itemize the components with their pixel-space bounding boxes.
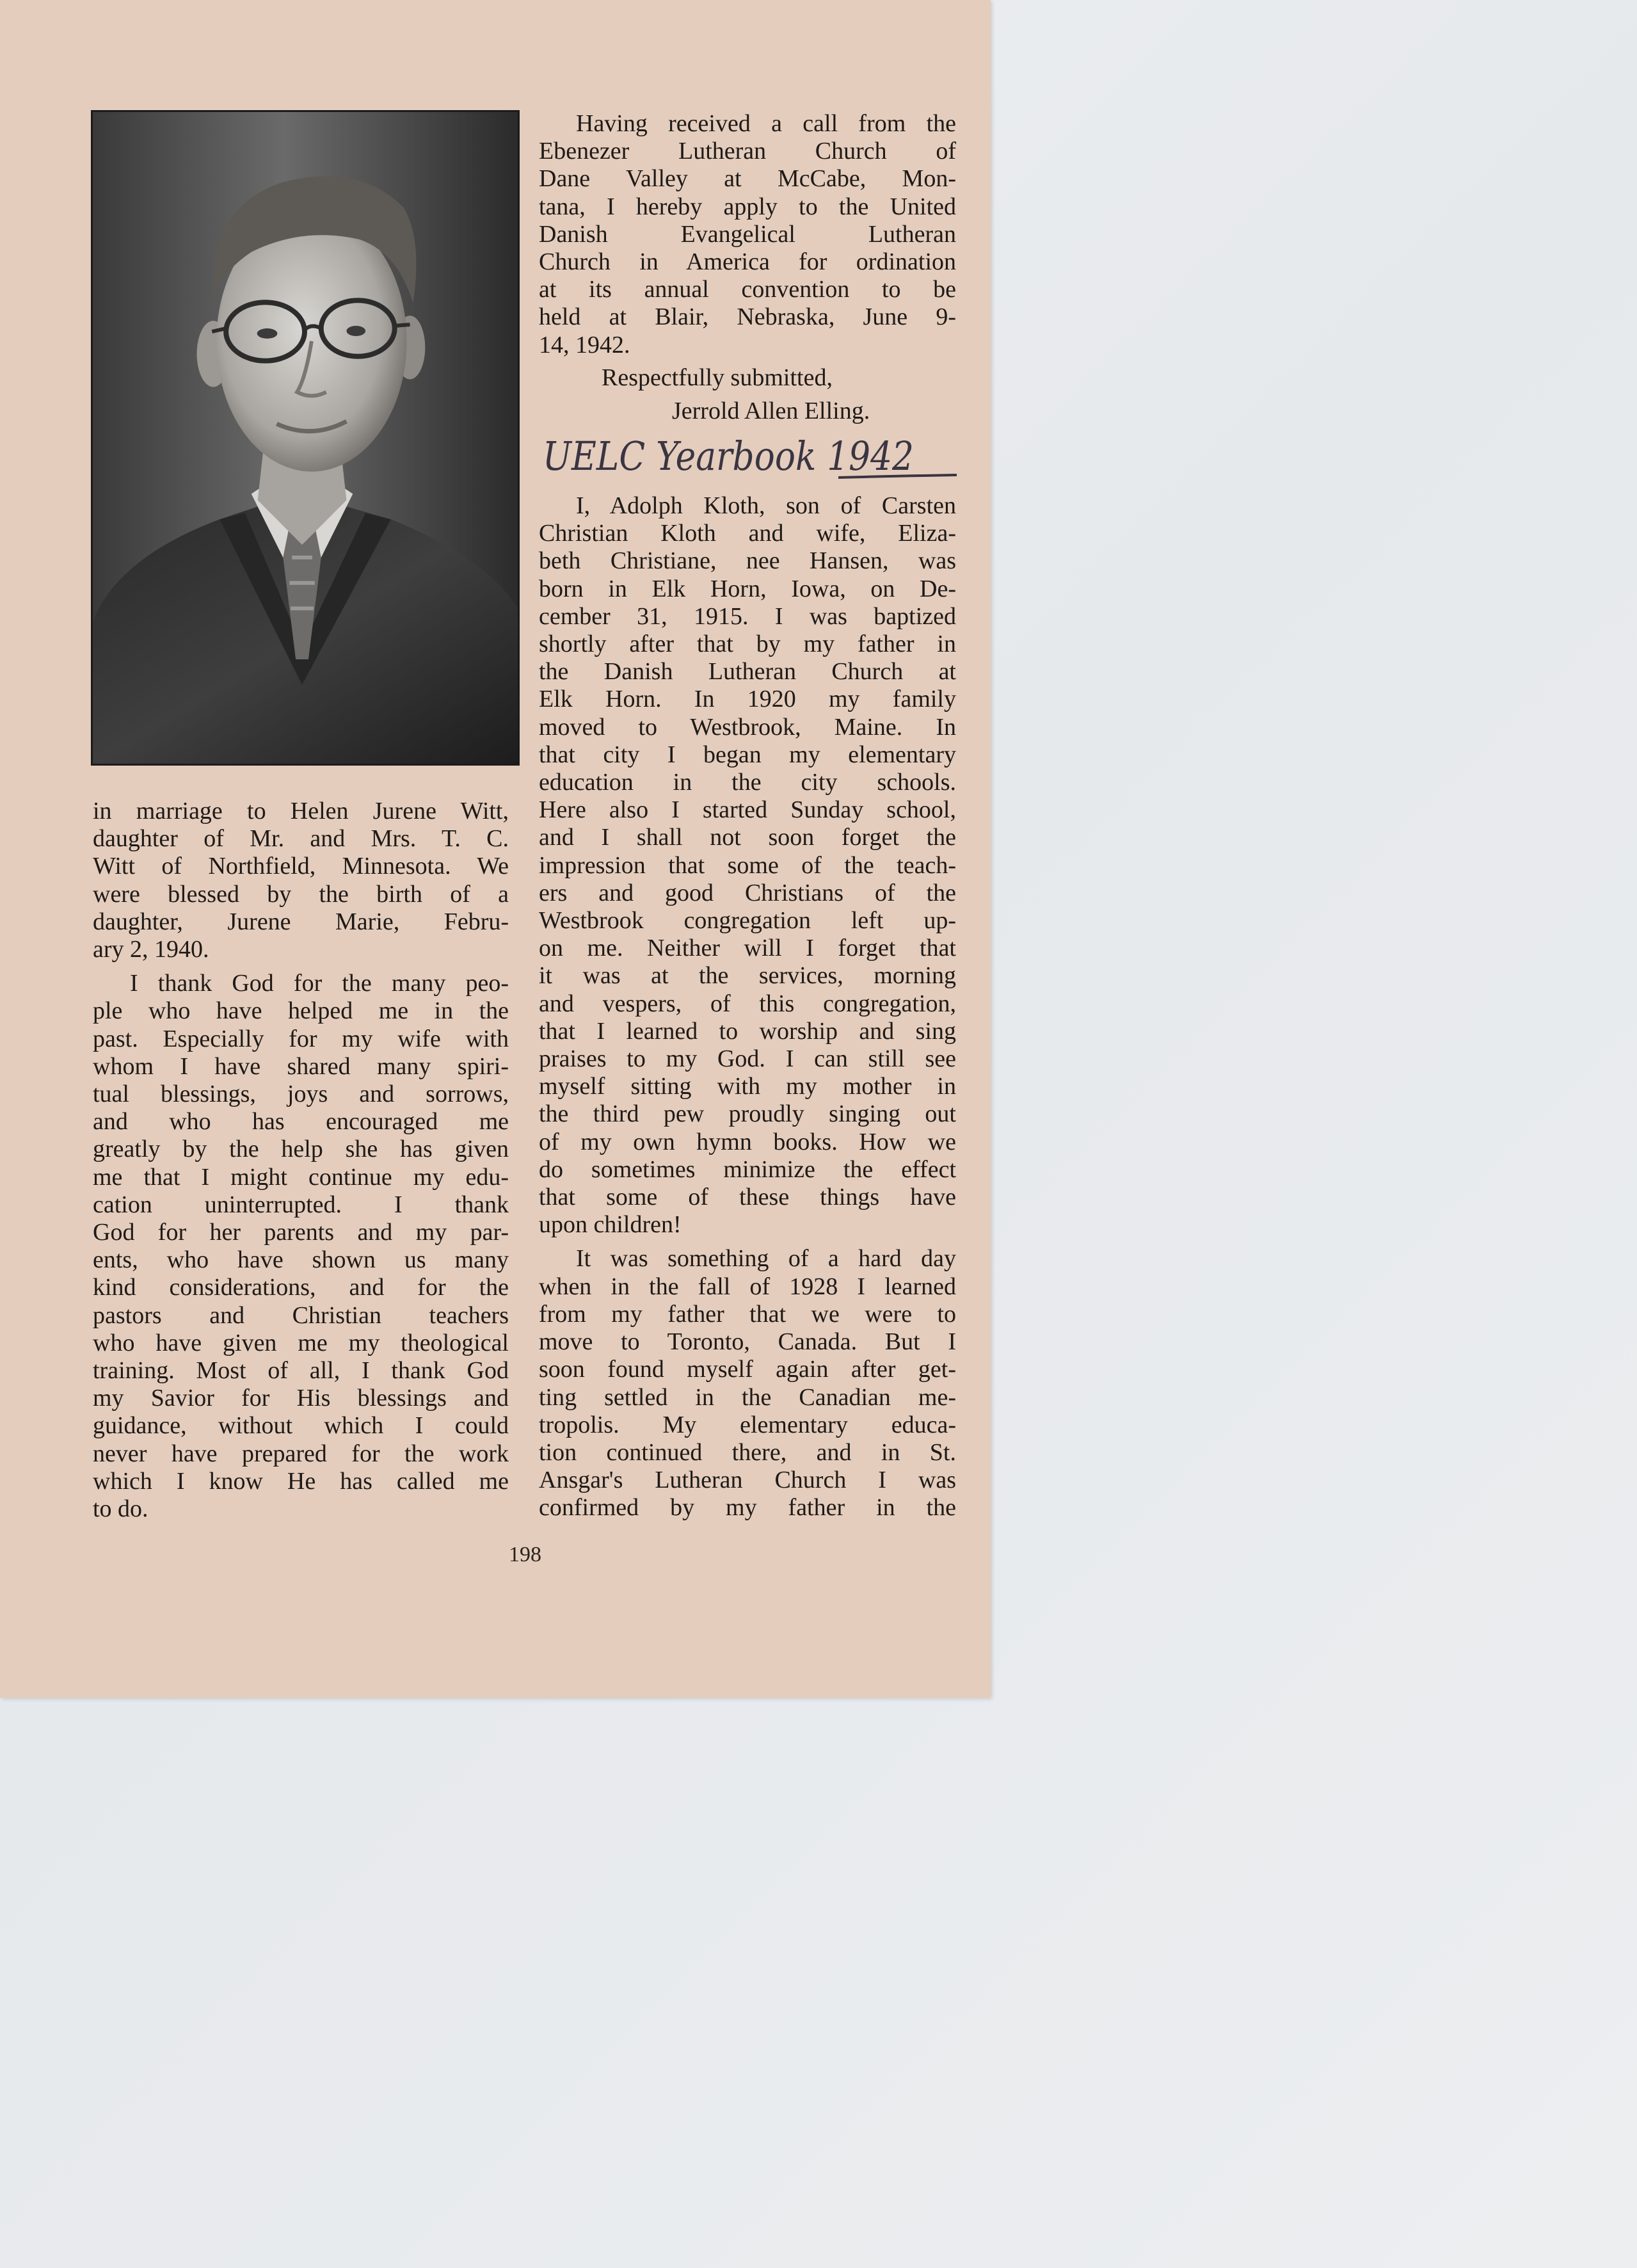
text-line: Church in America for ordination bbox=[539, 248, 956, 276]
text-line: 14, 1942. bbox=[539, 331, 630, 358]
text-line: greatly by the help she has given bbox=[93, 1136, 509, 1163]
text-line: Ansgar's Lutheran Church I was bbox=[539, 1467, 956, 1494]
text-line: Having received a call from the bbox=[576, 110, 956, 137]
text-line: ents, who have shown us many bbox=[93, 1246, 509, 1274]
handwritten-note-svg bbox=[538, 430, 960, 488]
text-line: moved to Westbrook, Maine. In bbox=[539, 713, 956, 741]
text-line: at its annual convention to be bbox=[539, 276, 956, 303]
text-line: that some of these things have bbox=[539, 1184, 956, 1211]
portrait-illustration bbox=[93, 112, 518, 764]
kloth-biography bbox=[539, 492, 956, 1522]
text-line: tana, I hereby apply to the United bbox=[539, 193, 956, 220]
signature-name: Jerrold Allen Elling. bbox=[672, 398, 870, 424]
text-line: it was at the services, morning bbox=[539, 962, 956, 990]
text-line: praises to my God. I can still see bbox=[539, 1045, 956, 1073]
text-line: Danish Evangelical Lutheran bbox=[539, 220, 956, 248]
text-line: Westbrook congregation left up- bbox=[539, 907, 956, 935]
text-line: shortly after that by my father in bbox=[539, 631, 956, 658]
text-line: Here also I started Sunday school, bbox=[539, 796, 956, 824]
text-line: impression that some of the teach- bbox=[539, 851, 956, 879]
text-line: ary 2, 1940. bbox=[93, 936, 209, 963]
text-line: soon found myself again after get- bbox=[539, 1356, 956, 1383]
text-line: God for her parents and my par- bbox=[93, 1219, 509, 1246]
text-line: and I shall not soon forget the bbox=[539, 824, 956, 851]
text-line: when in the fall of 1928 I learned bbox=[539, 1273, 956, 1300]
text-line: past. Especially for my wife with bbox=[93, 1025, 509, 1052]
text-line: to do. bbox=[93, 1495, 148, 1523]
text-line: ers and good Christians of the bbox=[539, 879, 956, 906]
closing-phrase: Respectfully submitted, bbox=[602, 364, 833, 391]
text-line: held at Blair, Nebraska, June 9- bbox=[539, 303, 956, 331]
elling-biography-continuation bbox=[93, 798, 509, 1523]
text-line: myself sitting with my mother in bbox=[539, 1073, 956, 1100]
text-line: Christian Kloth and wife, Eliza- bbox=[539, 520, 956, 547]
text-line: upon children! bbox=[539, 1211, 682, 1239]
text-line: education in the city schools. bbox=[539, 769, 956, 796]
text-line: who have given me my theological bbox=[93, 1329, 509, 1356]
text-line: I, Adolph Kloth, son of Carsten bbox=[576, 492, 956, 519]
text-line: It was something of a hard day bbox=[576, 1245, 956, 1273]
text-line: pastors and Christian teachers bbox=[93, 1301, 509, 1329]
text-line: born in Elk Horn, Iowa, on De- bbox=[539, 575, 956, 602]
text-line: daughter of Mr. and Mrs. T. C. bbox=[93, 825, 509, 853]
text-line: that I learned to worship and sing bbox=[539, 1017, 956, 1045]
text-line: on me. Neither will I forget that bbox=[539, 935, 956, 962]
text-line: kind considerations, and for the bbox=[93, 1274, 509, 1301]
portrait-photo bbox=[91, 110, 520, 766]
text-line: do sometimes minimize the effect bbox=[539, 1155, 956, 1183]
handwritten-annotation bbox=[538, 430, 960, 488]
text-line: in marriage to Helen Jurene Witt, bbox=[93, 798, 509, 824]
text-line: and who has encouraged me bbox=[93, 1108, 509, 1136]
text-line: me that I might continue my edu- bbox=[93, 1163, 509, 1191]
text-line: of my own hymn books. How we bbox=[539, 1128, 956, 1155]
text-line: confirmed by my father in the bbox=[539, 1494, 956, 1522]
text-line: tion continued there, and in St. bbox=[539, 1438, 956, 1466]
text-line: ple who have helped me in the bbox=[93, 997, 509, 1025]
handwritten-note-text: UELC Yearbook 1942 bbox=[543, 433, 914, 479]
text-line: that city I began my elementary bbox=[539, 741, 956, 768]
text-line: tropolis. My elementary educa- bbox=[539, 1411, 956, 1438]
text-line: which I know He has called me bbox=[93, 1467, 509, 1495]
text-line: Dane Valley at McCabe, Mon- bbox=[539, 165, 956, 193]
text-line: were blessed by the birth of a bbox=[93, 880, 509, 908]
text-line: from my father that we were to bbox=[539, 1300, 956, 1328]
text-line: my Savior for His blessings and bbox=[93, 1385, 509, 1412]
text-line: Witt of Northfield, Minnesota. We bbox=[93, 853, 509, 880]
text-line: guidance, without which I could bbox=[93, 1412, 509, 1440]
text-line: never have prepared for the work bbox=[93, 1440, 509, 1467]
text-line: tual blessings, joys and sorrows, bbox=[93, 1081, 509, 1108]
text-line: I thank God for the many peo- bbox=[130, 970, 509, 997]
text-line: move to Toronto, Canada. But I bbox=[539, 1328, 956, 1356]
text-line: whom I have shared many spiri- bbox=[93, 1052, 509, 1080]
text-line: cation uninterrupted. I thank bbox=[93, 1191, 509, 1218]
text-line: the Danish Lutheran Church at bbox=[539, 658, 956, 686]
text-line: Ebenezer Lutheran Church of bbox=[539, 138, 956, 165]
text-line: daughter, Jurene Marie, Febru- bbox=[93, 908, 509, 935]
text-line: the third pew proudly singing out bbox=[539, 1100, 956, 1128]
text-line: cember 31, 1915. I was baptized bbox=[539, 602, 956, 630]
text-line: Elk Horn. In 1920 my family bbox=[539, 686, 956, 713]
page-number: 198 bbox=[509, 1543, 541, 1566]
text-line: and vespers, of this congregation, bbox=[539, 990, 956, 1017]
text-line: training. Most of all, I thank God bbox=[93, 1357, 509, 1385]
text-line: ting settled in the Canadian me- bbox=[539, 1383, 956, 1411]
text-line: beth Christiane, nee Hansen, was bbox=[539, 547, 956, 575]
application-paragraph bbox=[539, 110, 956, 359]
